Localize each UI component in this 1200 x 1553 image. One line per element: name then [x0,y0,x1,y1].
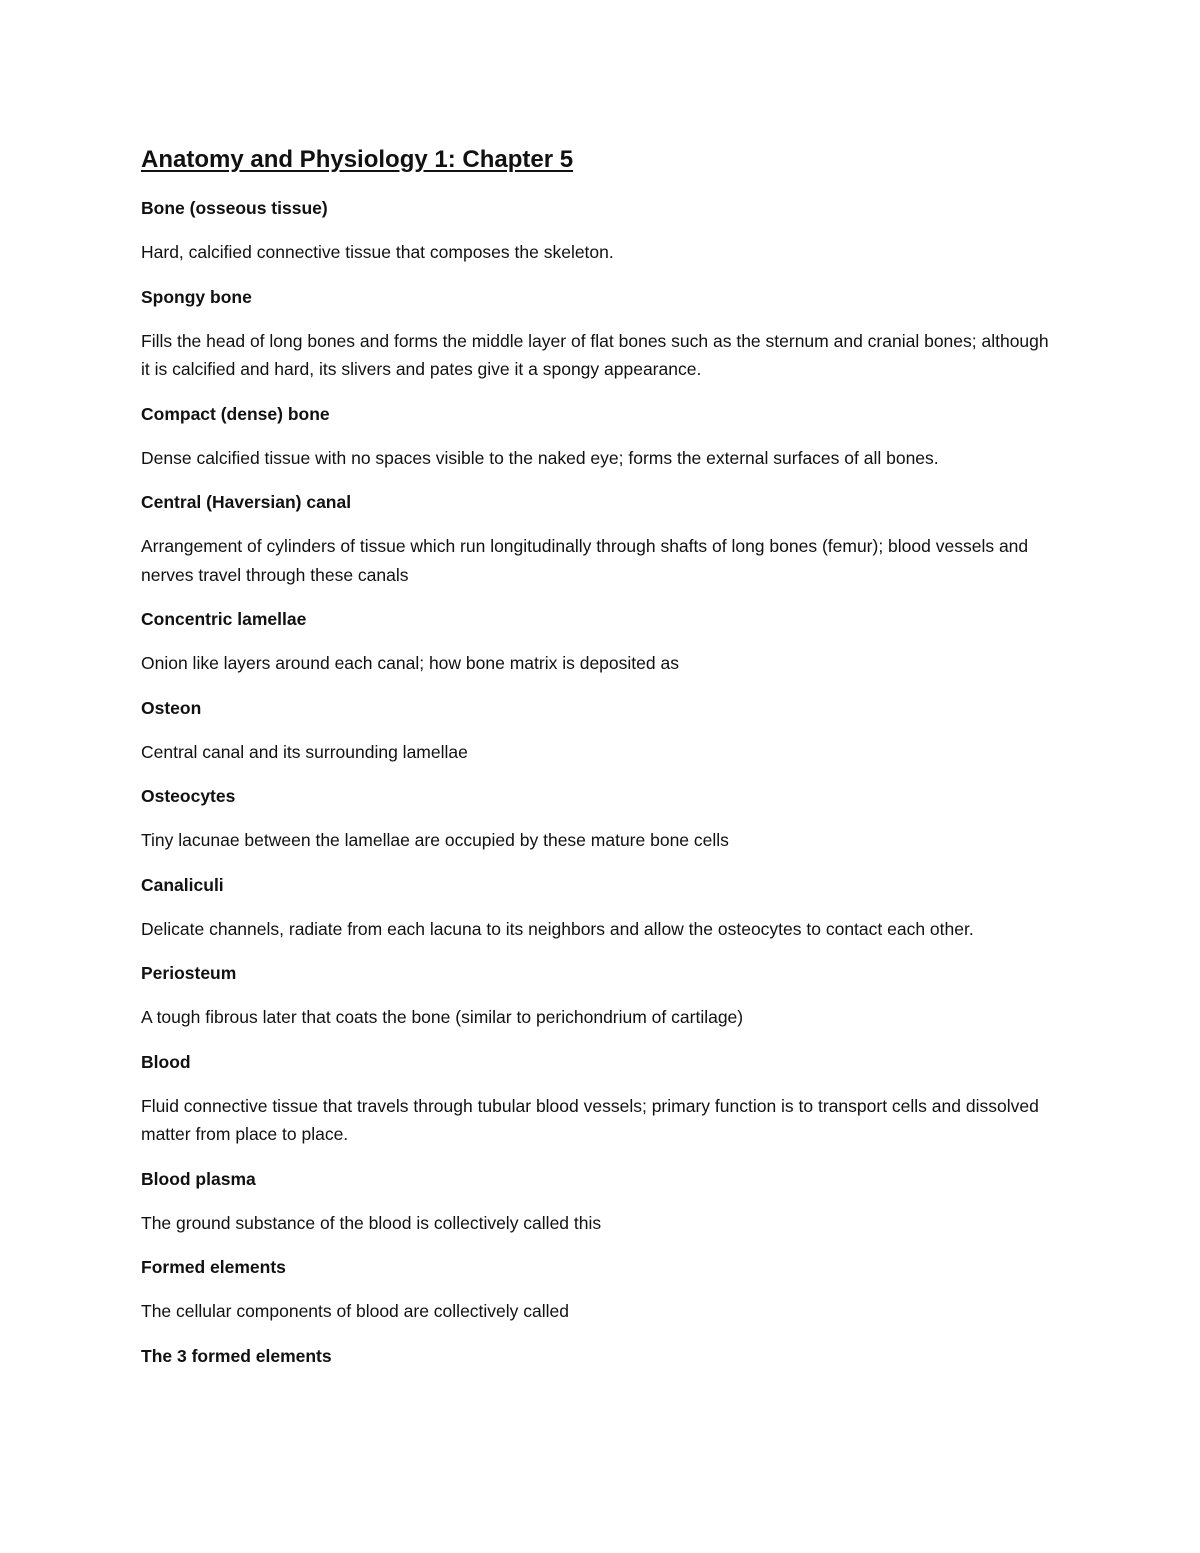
term-heading: Formed elements [141,1257,286,1277]
term-definition: The ground substance of the blood is collectively called this [141,1212,602,1233]
term-heading: Blood plasma [141,1168,256,1189]
term-heading: The 3 formed elements [141,1345,332,1366]
term-definition: Hard, calcified connective tissue that composes the skeleton. [141,242,614,262]
term-definition: A tough fibrous later that coats the bone (similar to perichondrium of cartilage) [141,1007,744,1027]
term-definition: Fills the head of long bones and forms the middle layer of flat bones such as the sternum and cranial bones; although it is calcified and hard, its slivers and pates give it a spongy appearance. [141,330,1049,379]
term-definition: Onion like layers around each canal; how bone matrix is deposited as [141,653,679,673]
term-heading: Osteocytes [141,786,236,806]
term-definition: Tiny lacunae between the lamellae are occupied by these mature bone cells [141,830,729,850]
document-page [141,140,1061,1386]
term-definition: Delicate channels, radiate from each lacuna to its neighbors and allow the osteocytes to contact each other. [141,918,974,939]
term-heading: Osteon [141,697,202,718]
term-heading: Blood [141,1051,191,1072]
term-heading: Periosteum [141,963,237,983]
term-heading: Canaliculi [141,874,224,895]
term-heading: Concentric lamellae [141,609,307,629]
term-heading: Central (Haversian) canal [141,492,352,512]
term-definition: Dense calcified tissue with no spaces visible to the naked eye; forms the external surfaces of all bones. [141,447,939,468]
term-definition: Fluid connective tissue that travels through tubular blood vessels; primary function is to transport cells and dissolved matter from place to place. [141,1095,1039,1144]
document-title: Anatomy and Physiology 1: Chapter 5 [141,146,574,173]
term-heading: Compact (dense) bone [141,403,330,424]
term-definition: Central canal and its surrounding lamellae [141,741,468,762]
term-heading: Spongy bone [141,286,252,307]
term-definition: The cellular components of blood are collectively called [141,1301,570,1321]
term-definition: Arrangement of cylinders of tissue which run longitudinally through shafts of long bones (femur); blood vessels and nerves travel through these canals [141,536,1029,585]
term-heading: Bone (osseous tissue) [141,198,328,218]
